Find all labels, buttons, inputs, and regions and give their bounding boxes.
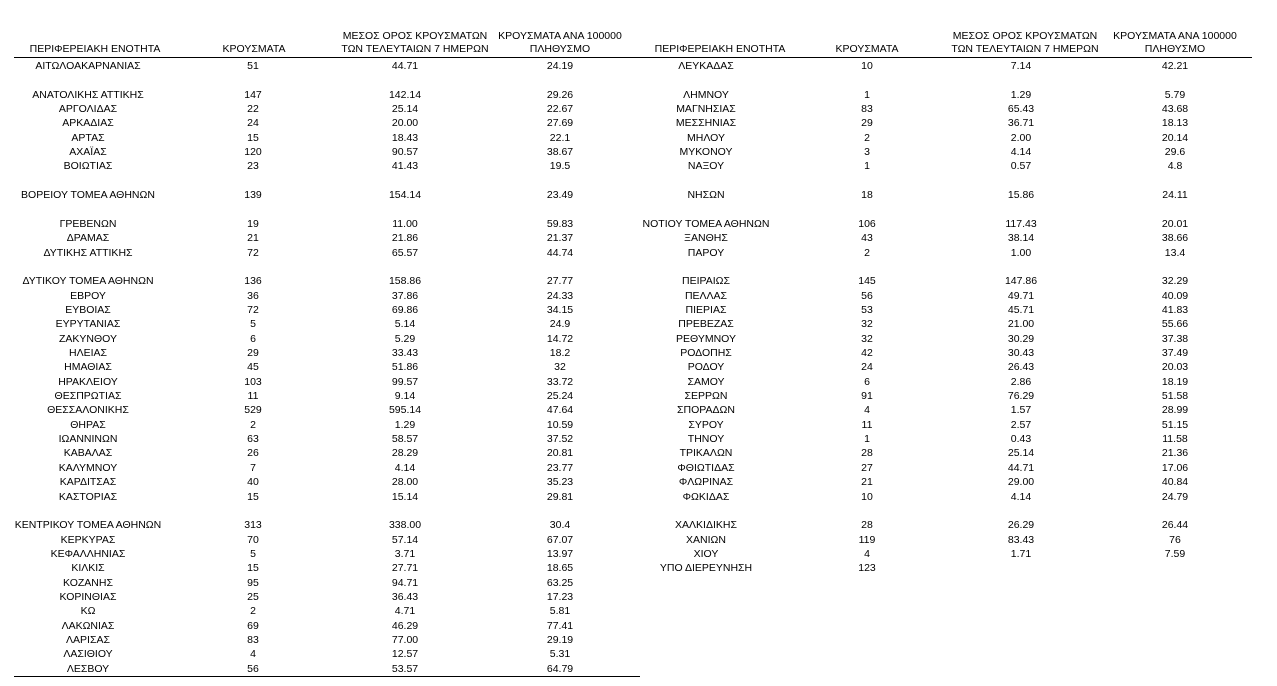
- bottom-rule: [14, 676, 640, 677]
- region-cell: ΘΕΣΣΑΛΟΝΙΚΗΣ: [47, 404, 129, 417]
- header-region-right: ΠΕΡΙΦΕΡΕΙΑΚΗ ΕΝΟΤΗΤΑ: [654, 43, 786, 55]
- cases-cell: 27: [861, 461, 873, 474]
- header-per100k-line1: ΚΡΟΥΣΜΑΤΑ ΑΝΑ 100000: [1113, 30, 1237, 42]
- avg7-cell: 147.86: [1004, 275, 1038, 288]
- avg7-cell: 51.86: [391, 361, 419, 374]
- region-cell: ΔΥΤΙΚΟΥ ΤΟΜΕΑ ΑΘΗΝΩΝ: [22, 275, 154, 288]
- region-cell: ΖΑΚΥΝΘΟΥ: [58, 332, 117, 345]
- cases-cell: 2: [250, 418, 256, 431]
- region-cell: ΗΜΑΘΙΑΣ: [64, 361, 112, 374]
- avg7-cell: 27.71: [391, 562, 419, 575]
- region-cell: ΧΑΛΚΙΔΙΚΗΣ: [675, 519, 737, 532]
- cases-cell: 2: [864, 131, 870, 144]
- region-cell: ΦΛΩΡΙΝΑΣ: [678, 476, 734, 489]
- cases-cell: 19: [247, 217, 259, 230]
- avg7-cell: 53.57: [391, 662, 419, 675]
- avg7-cell: 1.29: [394, 418, 416, 431]
- per100k-cell: 24.11: [1162, 189, 1188, 202]
- header-avg-line2: ΤΩΝ ΤΕΛΕΥΤΑΙΩΝ 7 ΗΜΕΡΩΝ: [951, 43, 1099, 55]
- avg7-cell: 28.00: [391, 476, 419, 489]
- per100k-cell: 38.67: [546, 146, 574, 159]
- region-cell: ΑΙΤΩΛΟΑΚΑΡΝΑΝΙΑΣ: [35, 60, 141, 72]
- region-cell: ΡΟΔΟΥ: [687, 361, 725, 374]
- region-cell: ΛΕΥΚΑΔΑΣ: [678, 60, 734, 72]
- cases-cell: 106: [858, 217, 876, 230]
- per100k-cell: 10.59: [546, 418, 574, 431]
- region-cell: ΣΥΡΟΥ: [688, 418, 724, 431]
- avg7-cell: 15.14: [391, 490, 419, 503]
- per100k-cell: 43.68: [1161, 103, 1189, 116]
- per100k-cell: 77.41: [546, 619, 574, 632]
- avg7-cell: 65.57: [391, 246, 419, 259]
- avg7-cell: 36.71: [1007, 117, 1035, 130]
- per100k-cell: 13.4: [1164, 246, 1186, 259]
- avg7-cell: 595.14: [388, 404, 422, 417]
- avg7-cell: 99.57: [391, 375, 419, 388]
- per100k-cell: 27.77: [546, 275, 574, 288]
- header-per100k-right: [1100, 30, 1250, 56]
- cases-cell: 15: [247, 562, 259, 575]
- region-cell: ΝΗΣΩΝ: [687, 189, 725, 202]
- avg7-cell: 28.29: [391, 447, 419, 460]
- cases-cell: 56: [247, 662, 259, 675]
- per100k-cell: 30.4: [549, 519, 571, 532]
- avg7-cell: 4.14: [394, 461, 416, 474]
- avg7-cell: 25.14: [1007, 447, 1035, 460]
- region-cell: ΣΕΡΡΩΝ: [684, 390, 728, 403]
- cases-cell: 103: [244, 375, 262, 388]
- per100k-cell: 20.81: [546, 447, 574, 460]
- avg7-cell: 338.00: [388, 519, 422, 532]
- cases-cell: 32: [861, 318, 873, 331]
- per100k-cell: 51.58: [1161, 390, 1189, 403]
- region-cell: ΛΗΜΝΟΥ: [683, 88, 729, 101]
- avg7-cell: 5.14: [394, 318, 416, 331]
- per100k-cell: 44.74: [546, 246, 574, 259]
- region-cell: ΚΟΡΙΝΘΙΑΣ: [59, 590, 117, 603]
- region-cell: ΗΡΑΚΛΕΙΟΥ: [58, 375, 118, 388]
- region-cell: ΑΝΑΤΟΛΙΚΗΣ ΑΤΤΙΚΗΣ: [32, 88, 144, 101]
- per100k-cell: 28.99: [1161, 404, 1189, 417]
- avg7-cell: 1.71: [1010, 547, 1032, 560]
- avg7-cell: 154.14: [388, 189, 422, 202]
- cases-cell: 29: [247, 347, 259, 359]
- avg7-cell: 77.00: [391, 634, 419, 646]
- avg7-cell: 44.71: [391, 60, 419, 72]
- header-cases-left: ΚΡΟΥΣΜΑΤΑ: [222, 43, 286, 55]
- cases-cell: 95: [247, 576, 259, 589]
- region-cell: ΤΗΝΟΥ: [687, 433, 725, 446]
- cases-cell: 26: [247, 447, 259, 460]
- cases-cell: 10: [861, 490, 873, 503]
- per100k-cell: 63.25: [546, 576, 574, 589]
- region-cell: ΞΑΝΘΗΣ: [684, 232, 728, 245]
- avg7-cell: 2.00: [1010, 131, 1032, 144]
- per100k-cell: 29.26: [546, 88, 574, 101]
- per100k-cell: 18.13: [1161, 117, 1189, 130]
- per100k-cell: 51.15: [1161, 418, 1189, 431]
- cases-cell: 15: [247, 490, 259, 503]
- cases-cell: 1: [864, 433, 870, 446]
- per100k-cell: 14.72: [546, 332, 574, 345]
- per100k-cell: 5.81: [549, 605, 571, 618]
- region-cell: ΘΗΡΑΣ: [70, 418, 106, 431]
- per100k-cell: 23.77: [546, 461, 574, 474]
- per100k-cell: 32.29: [1161, 275, 1189, 288]
- region-cell: ΧΙΟΥ: [693, 547, 719, 560]
- per100k-cell: 13.97: [546, 547, 574, 560]
- avg7-cell: 4.14: [1010, 146, 1032, 159]
- cases-cell: 83: [861, 103, 873, 116]
- cases-cell: 91: [861, 390, 873, 403]
- cases-cell: 24: [247, 117, 259, 130]
- avg7-cell: 30.29: [1007, 332, 1035, 345]
- cases-cell: 63: [247, 433, 259, 446]
- per100k-cell: 5.31: [549, 648, 571, 661]
- avg7-cell: 11.00: [392, 217, 418, 230]
- avg7-cell: 1.00: [1010, 246, 1032, 259]
- header-region-left: ΠΕΡΙΦΕΡΕΙΑΚΗ ΕΝΟΤΗΤΑ: [29, 43, 161, 55]
- per100k-cell: 67.07: [546, 533, 574, 546]
- per100k-cell: 64.79: [546, 662, 574, 675]
- per100k-cell: 32: [554, 361, 566, 374]
- region-cell: ΑΡΓΟΛΙΔΑΣ: [58, 103, 118, 116]
- per100k-cell: 5.79: [1164, 88, 1186, 101]
- region-cell: ΕΒΡΟΥ: [70, 289, 106, 302]
- avg7-cell: 4.14: [1010, 490, 1032, 503]
- region-cell: ΠΕΛΛΑΣ: [684, 289, 728, 302]
- region-cell: ΑΧΑΪΑΣ: [69, 146, 107, 159]
- header-avg-line1: ΜΕΣΟΣ ΟΡΟΣ ΚΡΟΥΣΜΑΤΩΝ: [952, 30, 1098, 42]
- cases-cell: 1: [864, 160, 870, 173]
- cases-cell: 22: [247, 103, 259, 116]
- avg7-cell: 94.71: [391, 576, 419, 589]
- region-cell: ΣΠΟΡΑΔΩΝ: [677, 404, 735, 417]
- region-cell: ΛΑΣΙΘΙΟΥ: [63, 648, 113, 661]
- avg7-cell: 9.14: [394, 390, 416, 403]
- cases-cell: 83: [247, 634, 259, 646]
- per100k-cell: 23.49: [546, 189, 574, 202]
- region-cell: ΙΩΑΝΝΙΝΩΝ: [58, 433, 118, 446]
- avg7-cell: 49.71: [1007, 289, 1035, 302]
- cases-cell: 145: [858, 275, 876, 288]
- header-cases-right: ΚΡΟΥΣΜΑΤΑ: [835, 43, 899, 55]
- avg7-cell: 45.71: [1007, 303, 1035, 316]
- cases-cell: 25: [247, 590, 259, 603]
- per100k-cell: 40.84: [1161, 476, 1189, 489]
- avg7-cell: 33.43: [391, 347, 419, 359]
- per100k-cell: 59.83: [546, 217, 574, 230]
- region-cell: ΚΕΝΤΡΙΚΟΥ ΤΟΜΕΑ ΑΘΗΝΩΝ: [14, 519, 162, 532]
- avg7-cell: 18.43: [391, 131, 419, 144]
- avg7-cell: 25.14: [391, 103, 419, 116]
- region-cell: ΡΟΔΟΠΗΣ: [680, 347, 732, 359]
- cases-cell: 2: [864, 246, 870, 259]
- region-cell: ΠΑΡΟΥ: [687, 246, 725, 259]
- avg7-cell: 21.00: [1007, 318, 1035, 331]
- per100k-cell: 29.19: [546, 634, 574, 646]
- per100k-cell: 22.67: [546, 103, 574, 116]
- per100k-cell: 37.52: [546, 433, 574, 446]
- header-per100k-line1: ΚΡΟΥΣΜΑΤΑ ΑΝΑ 100000: [498, 30, 622, 42]
- per100k-cell: 24.79: [1161, 490, 1189, 503]
- cases-cell: 1: [864, 88, 870, 101]
- cases-cell: 32: [861, 332, 873, 345]
- region-cell: ΕΥΡΥΤΑΝΙΑΣ: [55, 318, 121, 331]
- avg7-cell: 58.57: [391, 433, 419, 446]
- region-cell: ΗΛΕΙΑΣ: [68, 347, 107, 359]
- avg7-cell: 36.43: [391, 590, 419, 603]
- per100k-cell: 21.36: [1161, 447, 1189, 460]
- per100k-cell: 38.66: [1161, 232, 1189, 245]
- cases-cell: 4: [864, 547, 870, 560]
- region-cell: ΦΩΚΙΔΑΣ: [682, 490, 730, 503]
- cases-cell: 6: [250, 332, 256, 345]
- cases-cell: 136: [244, 275, 262, 288]
- cases-cell: 28: [861, 519, 873, 532]
- cases-cell: 29: [861, 117, 873, 130]
- region-cell: ΦΘΙΩΤΙΔΑΣ: [677, 461, 735, 474]
- cases-cell: 43: [861, 232, 873, 245]
- header-per100k-line2: ΠΛΗΘΥΣΜΟ: [529, 43, 591, 55]
- per100k-cell: 20.01: [1161, 217, 1189, 230]
- per100k-cell: 18.19: [1161, 375, 1189, 388]
- region-cell: ΛΑΚΩΝΙΑΣ: [61, 619, 115, 632]
- region-cell: ΜΗΛΟΥ: [687, 131, 725, 144]
- cases-cell: 15: [247, 131, 259, 144]
- per100k-cell: 24.9: [549, 318, 571, 331]
- header-avg-left: [335, 30, 495, 56]
- region-cell: ΜΥΚΟΝΟΥ: [679, 146, 733, 159]
- cases-cell: 21: [247, 232, 259, 245]
- per100k-cell: 41.83: [1161, 303, 1189, 316]
- cases-cell: 70: [247, 533, 259, 546]
- avg7-cell: 26.29: [1007, 519, 1035, 532]
- per100k-cell: 55.66: [1161, 318, 1189, 331]
- per100k-cell: 33.72: [546, 375, 574, 388]
- header-avg-line2: ΤΩΝ ΤΕΛΕΥΤΑΙΩΝ 7 ΗΜΕΡΩΝ: [341, 43, 489, 55]
- region-cell: ΜΑΓΝΗΣΙΑΣ: [676, 103, 736, 116]
- cases-cell: 53: [861, 303, 873, 316]
- per100k-cell: 47.64: [546, 404, 574, 417]
- region-cell: ΒΟΡΕΙΟΥ ΤΟΜΕΑ ΑΘΗΝΩΝ: [21, 189, 155, 202]
- per100k-cell: 18.65: [546, 562, 574, 575]
- per100k-cell: 29.81: [546, 490, 574, 503]
- region-cell: ΝΑΞΟΥ: [687, 160, 725, 173]
- per100k-cell: 24.19: [546, 60, 574, 72]
- per100k-cell: 42.21: [1161, 60, 1189, 72]
- avg7-cell: 44.71: [1007, 461, 1035, 474]
- avg7-cell: 158.86: [388, 275, 422, 288]
- region-cell: ΚΩ: [80, 605, 96, 618]
- avg7-cell: 29.00: [1007, 476, 1035, 489]
- avg7-cell: 65.43: [1007, 103, 1035, 116]
- region-cell: ΔΡΑΜΑΣ: [66, 232, 110, 245]
- region-cell: ΓΡΕΒΕΝΩΝ: [59, 217, 117, 230]
- per100k-cell: 37.49: [1161, 347, 1189, 359]
- avg7-cell: 3.71: [394, 547, 416, 560]
- cases-cell: 11: [247, 390, 259, 403]
- cases-cell: 36: [247, 289, 259, 302]
- header-per100k-line2: ΠΛΗΘΥΣΜΟ: [1144, 43, 1206, 55]
- avg7-cell: 69.86: [391, 303, 419, 316]
- avg7-cell: 21.86: [391, 232, 419, 245]
- per100k-cell: 27.69: [546, 117, 574, 130]
- region-cell: ΕΥΒΟΙΑΣ: [65, 303, 111, 316]
- avg7-cell: 30.43: [1007, 347, 1035, 359]
- per100k-cell: 4.8: [1167, 160, 1183, 173]
- cases-cell: 69: [247, 619, 259, 632]
- region-cell: ΚΕΡΚΥΡΑΣ: [60, 533, 116, 546]
- cases-cell: 21: [861, 476, 873, 489]
- per100k-cell: 37.38: [1161, 332, 1189, 345]
- cases-cell: 42: [861, 347, 873, 359]
- per100k-cell: 22.1: [549, 131, 571, 144]
- region-cell: ΚΑΒΑΛΑΣ: [63, 447, 113, 460]
- cases-cell: 28: [861, 447, 873, 460]
- avg7-cell: 15.86: [1007, 189, 1035, 202]
- avg7-cell: 142.14: [388, 88, 422, 101]
- per100k-cell: 19.5: [549, 160, 571, 173]
- cases-cell: 18: [861, 189, 873, 202]
- cases-cell: 72: [247, 246, 259, 259]
- cases-cell: 6: [864, 375, 870, 388]
- avg7-cell: 7.14: [1010, 60, 1032, 72]
- region-cell: ΑΡΤΑΣ: [71, 131, 105, 144]
- region-cell: ΥΠΟ ΔΙΕΡΕΥΝΗΣΗ: [659, 562, 753, 575]
- region-cell: ΚΑΡΔΙΤΣΑΣ: [59, 476, 117, 489]
- avg7-cell: 2.57: [1010, 418, 1032, 431]
- avg7-cell: 38.14: [1007, 232, 1035, 245]
- region-cell: ΒΟΙΩΤΙΑΣ: [63, 160, 113, 173]
- avg7-cell: 12.57: [391, 648, 419, 661]
- per100k-cell: 26.44: [1161, 519, 1189, 532]
- header-rule: [14, 57, 1252, 58]
- avg7-cell: 0.57: [1010, 160, 1032, 173]
- cases-cell: 119: [858, 533, 876, 546]
- cases-cell: 2: [250, 605, 256, 618]
- cases-cell: 4: [250, 648, 256, 661]
- cases-cell: 11: [861, 418, 873, 431]
- per100k-cell: 29.6: [1164, 146, 1186, 159]
- region-cell: ΜΕΣΣΗΝΙΑΣ: [675, 117, 737, 130]
- region-cell: ΛΕΣΒΟΥ: [66, 662, 110, 675]
- cases-cell: 139: [244, 189, 262, 202]
- avg7-cell: 37.86: [391, 289, 419, 302]
- per100k-cell: 21.37: [546, 232, 574, 245]
- region-cell: ΚΑΛΥΜΝΟΥ: [58, 461, 118, 474]
- per100k-cell: 34.15: [546, 303, 574, 316]
- avg7-cell: 41.43: [391, 160, 419, 173]
- avg7-cell: 20.00: [391, 117, 419, 130]
- per100k-cell: 24.33: [546, 289, 574, 302]
- avg7-cell: 1.29: [1010, 88, 1032, 101]
- region-cell: ΡΕΘΥΜΝΟΥ: [675, 332, 736, 345]
- per100k-cell: 40.09: [1161, 289, 1189, 302]
- per100k-cell: 17.23: [546, 590, 574, 603]
- cases-cell: 7: [250, 461, 256, 474]
- region-cell: ΠΙΕΡΙΑΣ: [685, 303, 727, 316]
- per100k-cell: 20.14: [1161, 131, 1189, 144]
- per100k-cell: 20.03: [1161, 361, 1189, 374]
- avg7-cell: 90.57: [391, 146, 419, 159]
- avg7-cell: 4.71: [394, 605, 416, 618]
- avg7-cell: 0.43: [1010, 433, 1032, 446]
- cases-cell: 313: [244, 519, 262, 532]
- region-cell: ΤΡΙΚΑΛΩΝ: [679, 447, 733, 460]
- per100k-cell: 11.58: [1162, 433, 1188, 446]
- avg7-cell: 117.43: [1005, 217, 1037, 230]
- region-cell: ΠΕΙΡΑΙΩΣ: [682, 275, 730, 288]
- cases-cell: 147: [244, 88, 262, 101]
- per100k-cell: 17.06: [1161, 461, 1189, 474]
- cases-cell: 120: [244, 146, 262, 159]
- per100k-cell: 35.23: [546, 476, 574, 489]
- region-cell: ΘΕΣΠΡΩΤΙΑΣ: [54, 390, 122, 403]
- per100k-cell: 7.59: [1164, 547, 1186, 560]
- region-cell: ΑΡΚΑΔΙΑΣ: [62, 117, 114, 130]
- header-avg-line1: ΜΕΣΟΣ ΟΡΟΣ ΚΡΟΥΣΜΑΤΩΝ: [342, 30, 488, 42]
- cases-cell: 529: [244, 404, 262, 417]
- region-cell: ΚΑΣΤΟΡΙΑΣ: [58, 490, 118, 503]
- cases-cell: 40: [247, 476, 259, 489]
- per100k-cell: 76: [1169, 533, 1181, 546]
- cases-cell: 72: [247, 303, 259, 316]
- avg7-cell: 76.29: [1007, 390, 1035, 403]
- region-cell: ΝΟΤΙΟΥ ΤΟΜΕΑ ΑΘΗΝΩΝ: [642, 217, 770, 230]
- region-cell: ΚΕΦΑΛΛΗΝΙΑΣ: [50, 547, 126, 560]
- cases-cell: 5: [250, 547, 256, 560]
- avg7-cell: 2.86: [1010, 375, 1032, 388]
- cases-cell: 56: [861, 289, 873, 302]
- region-cell: ΣΑΜΟΥ: [687, 375, 725, 388]
- avg7-cell: 5.29: [394, 332, 416, 345]
- region-cell: ΚΟΖΑΝΗΣ: [63, 576, 113, 589]
- cases-cell: 51: [247, 60, 259, 72]
- avg7-cell: 83.43: [1007, 533, 1035, 546]
- avg7-cell: 57.14: [391, 533, 419, 546]
- cases-cell: 23: [247, 160, 259, 173]
- cases-cell: 45: [247, 361, 259, 374]
- region-cell: ΚΙΛΚΙΣ: [71, 562, 105, 575]
- cases-cell: 10: [861, 60, 873, 72]
- avg7-cell: 1.57: [1010, 404, 1032, 417]
- region-cell: ΛΑΡΙΣΑΣ: [66, 634, 110, 646]
- per100k-cell: 18.2: [549, 347, 571, 359]
- cases-cell: 5: [250, 318, 256, 331]
- cases-cell: 123: [858, 562, 876, 575]
- header-per100k-left: [485, 30, 635, 56]
- cases-cell: 3: [864, 146, 870, 159]
- avg7-cell: 46.29: [391, 619, 419, 632]
- header-avg-right: [945, 30, 1105, 56]
- cases-cell: 24: [861, 361, 873, 374]
- region-cell: ΔΥΤΙΚΗΣ ΑΤΤΙΚΗΣ: [43, 246, 133, 259]
- avg7-cell: 26.43: [1007, 361, 1035, 374]
- cases-cell: 4: [864, 404, 870, 417]
- region-cell: ΠΡΕΒΕΖΑΣ: [678, 318, 734, 331]
- per100k-cell: 25.24: [546, 390, 574, 403]
- region-cell: ΧΑΝΙΩΝ: [686, 533, 726, 546]
